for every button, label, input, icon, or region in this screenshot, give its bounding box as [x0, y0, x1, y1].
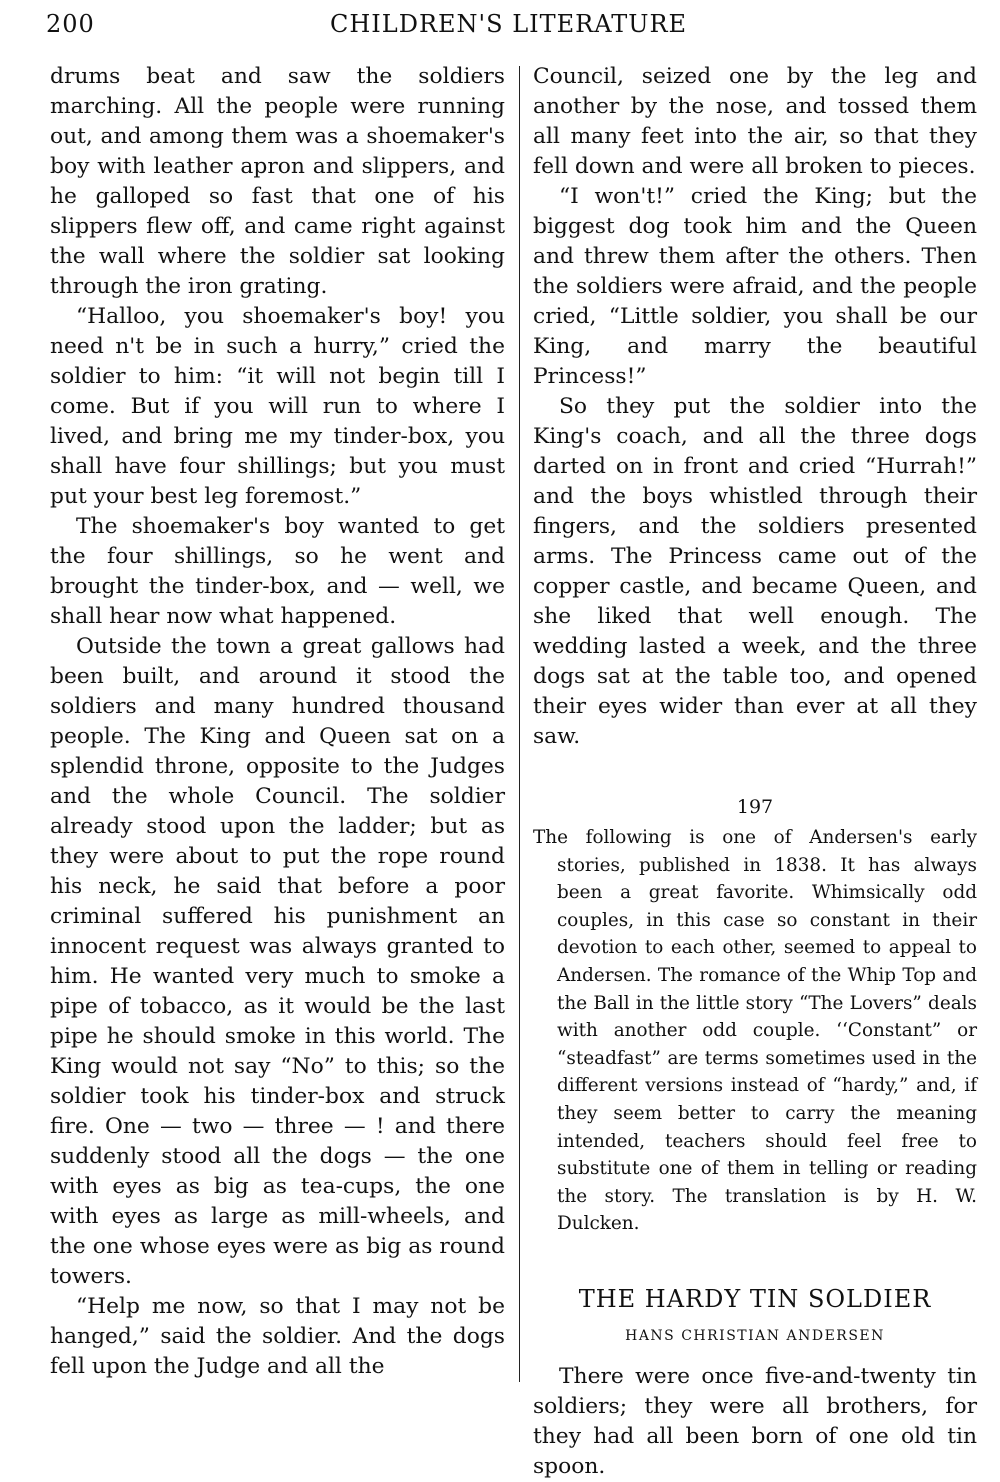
paragraph: drums beat and saw the soldiers marching. All the people were running out, and among them was a shoemaker's boy with leather apron and slippers, and he galloped so fast that one of his slippers flew off, and came right against the wall where the soldier sat looking through the iron grating.	[50, 64, 505, 299]
paragraph: “I won't!” cried the King; but the biggest dog took him and the Queen and threw them after the others. Then the soldiers were afraid, and the people cried, “Little soldier, you shall be our King, and marry the beautiful Princess!”	[533, 184, 977, 389]
left-column	[50, 62, 505, 1382]
column-divider	[519, 66, 520, 1382]
running-title: CHILDREN'S LITERATURE	[330, 10, 688, 38]
paragraph: So they put the soldier into the King's coach, and all the three dogs darted on in front and cried “Hurrah!” and the boys whistled through their fingers, and the soldiers presented arms. The Princess came out of the copper castle, and became Queen, and she liked that well enough. The wedding lasted a week, and the three dogs sat at the table too, and opened their eyes wider than ever at all they saw.	[533, 394, 977, 749]
story-author: HANS CHRISTIAN ANDERSEN	[625, 1327, 885, 1344]
story-title: THE HARDY TIN SOLDIER	[578, 1284, 932, 1313]
paragraph: Outside the town a great gallows had been built, and around it stood the soldiers and many hundred thousand people. The King and Queen sat on a splendid throne, opposite to the Judges and the whole Council. The soldier already stood upon the ladder; but as they were about to put the rope round his neck, he said that before a poor criminal suffered his punishment an innocent request was always granted to him. He wanted very much to smoke a pipe of tobacco, as it would be the last pipe he should smoke in this world. The King would not say “No” to this; so the soldier took his tinder-box and struck fire. One — two — three — ! and there suddenly stood all the dogs — the one with eyes as big as tea-cups, the one with eyes as large as mill-wheels, and the one whose eyes were as big as round towers.	[50, 634, 505, 1289]
right-column	[533, 62, 977, 1482]
page-header	[0, 6, 1000, 46]
paragraph: “Help me now, so that I may not be hanged,” said the soldier. And the dogs fell upon the Judge and all the	[50, 1294, 505, 1379]
editorial-note: The following is one of Andersen's early stories, published in 1838. It has always been a great favorite. Whimsically odd couples, in this case so constant in their devotion to each other, seemed to appeal to Andersen. The romance of the Whip Top and the Ball in the little story “The Lovers” deals with another odd couple. ‘‘Constant” or “steadfast” are terms sometimes used in the different versions instead of “hardy,” and, if they seem better to carry the meaning intended, teachers should feel free to substitute one of them in telling or reading the story. The translation is by H. W. Dulcken.	[533, 827, 977, 1235]
paragraph: The shoemaker's boy wanted to get the four shillings, so he went and brought the tinder-box, and — well, we shall hear now what happened.	[50, 514, 505, 629]
page-number: 200	[46, 10, 95, 38]
paragraph: Council, seized one by the leg and another by the nose, and tossed them all many feet into the air, so that they fell down and were all broken to pieces.	[533, 64, 977, 179]
paragraph: “Halloo, you shoemaker's boy! you need n't be in such a hurry,” cried the soldier to him: “it will not begin till I come. But if you will run to where I lived, and bring me my tinder-box, you shall have four shillings; but you must put your best leg foremost.”	[50, 304, 505, 509]
story-opening-paragraph: There were once five-and-twenty tin soldiers; they were all brothers, for they had all been born of one old tin spoon.	[533, 1363, 977, 1479]
note-number: 197	[736, 796, 774, 818]
